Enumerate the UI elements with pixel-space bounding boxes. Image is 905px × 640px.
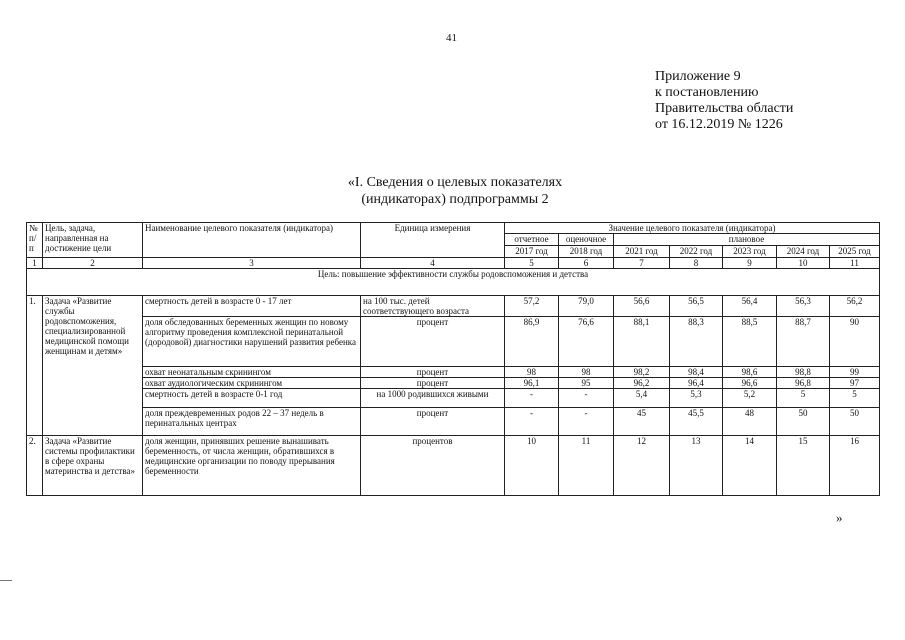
column-number: 6 xyxy=(559,258,614,269)
table-row xyxy=(27,378,880,389)
value-cell: - xyxy=(559,389,614,408)
value-cell: 56,6 xyxy=(614,296,670,317)
task-number: 1. xyxy=(27,296,43,436)
table-row xyxy=(27,317,880,367)
value-cell: 88,5 xyxy=(723,317,777,367)
task-text: Задача «Развитие системы профилактики в сфере охраны материнства и детства» xyxy=(43,436,143,496)
value-cell: 50 xyxy=(777,408,830,436)
section-title xyxy=(300,174,610,208)
value-cell: 56,3 xyxy=(777,296,830,317)
year-header: 2018 год xyxy=(559,246,614,258)
value-cell: 16 xyxy=(830,436,880,496)
unit: процент xyxy=(361,408,505,436)
value-cell: 12 xyxy=(614,436,670,496)
value-cell: 88,1 xyxy=(614,317,670,367)
value-cell: 5 xyxy=(830,389,880,408)
unit: процентов xyxy=(361,436,505,496)
appendix-block xyxy=(655,69,793,133)
value-cell: 96,2 xyxy=(614,378,670,389)
column-number: 8 xyxy=(670,258,723,269)
value-cell: 48 xyxy=(723,408,777,436)
value-cell: 98,8 xyxy=(777,367,830,378)
value-cell: 98,4 xyxy=(670,367,723,378)
value-cell: 86,9 xyxy=(505,317,559,367)
indicators-table xyxy=(26,222,880,496)
column-number: 4 xyxy=(361,258,505,269)
value-cell: 56,5 xyxy=(670,296,723,317)
indicator-name: смертность детей в возрасте 0 - 17 лет xyxy=(143,296,361,317)
table-row xyxy=(27,436,880,496)
page-number: 41 xyxy=(446,32,457,44)
goal-row xyxy=(27,269,880,296)
value-cell: 5,3 xyxy=(670,389,723,408)
indicator-name: охват неонатальным скринингом xyxy=(143,367,361,378)
value-cell: 90 xyxy=(830,317,880,367)
year-header: 2025 год xyxy=(830,246,880,258)
appendix-line: Приложение 9 xyxy=(655,69,741,84)
indicator-name: доля обследованных беременных женщин по новому алгоритму проведения комплексной перинатальной (дородовой) диагностики нарушений развития ребенка xyxy=(143,317,361,367)
value-cell: 76,6 xyxy=(559,317,614,367)
value-cell: 56,2 xyxy=(830,296,880,317)
column-number: 3 xyxy=(143,258,361,269)
value-cell: 98,2 xyxy=(614,367,670,378)
value-cell: 56,4 xyxy=(723,296,777,317)
year-header: 2021 год xyxy=(614,246,670,258)
indicator-name: доля женщин, принявших решение вынашивать беременность, от числа женщин, обратившихся в медицинские организации по поводу прерывания беременности xyxy=(143,436,361,496)
column-number: 10 xyxy=(777,258,830,269)
header-goal: Цель, задача, направленная на достижение цели xyxy=(43,223,143,258)
value-cell: 79,0 xyxy=(559,296,614,317)
header-value: Значение целевого показателя (индикатора) xyxy=(505,223,880,234)
unit: на 100 тыс. детей соответствующего возраста xyxy=(361,296,505,317)
header-unit: Единица измерения xyxy=(361,223,505,258)
value-cell: 11 xyxy=(559,436,614,496)
value-cell: 98,6 xyxy=(723,367,777,378)
table-row xyxy=(27,367,880,378)
header-num: № п/п xyxy=(27,223,43,258)
value-cell: 10 xyxy=(505,436,559,496)
value-cell: - xyxy=(559,408,614,436)
value-cell: 88,7 xyxy=(777,317,830,367)
column-number: 5 xyxy=(505,258,559,269)
value-cell: - xyxy=(505,408,559,436)
unit: процент xyxy=(361,378,505,389)
value-cell: 45,5 xyxy=(670,408,723,436)
unit: процент xyxy=(361,317,505,367)
value-cell: 98 xyxy=(559,367,614,378)
task-text: Задача «Развитие службы родовспоможения, специализированной медицинской помощи женщинам и детям» xyxy=(43,296,143,436)
year-header: 2022 год xyxy=(670,246,723,258)
appendix-line: к постановлению xyxy=(655,85,759,100)
value-cell: 96,1 xyxy=(505,378,559,389)
value-cell: 14 xyxy=(723,436,777,496)
value-cell: 5,4 xyxy=(614,389,670,408)
indicator-name: доля преждевременных родов 22 – 37 недель в перинатальных центрах xyxy=(143,408,361,436)
section-title-line: «I. Сведения о целевых показателях xyxy=(347,175,563,190)
value-cell: 13 xyxy=(670,436,723,496)
appendix-line: от 16.12.2019 № 1226 xyxy=(655,117,783,132)
table-row xyxy=(27,408,880,436)
column-number: 2 xyxy=(43,258,143,269)
value-cell: 96,6 xyxy=(723,378,777,389)
year-header: 2024 год xyxy=(777,246,830,258)
value-cell: 95 xyxy=(559,378,614,389)
header-actual: отчетное xyxy=(505,234,559,246)
column-number-row xyxy=(27,258,880,269)
section-title-line: (индикаторах) подпрограммы 2 xyxy=(361,192,549,207)
column-number: 7 xyxy=(614,258,670,269)
value-cell: 98 xyxy=(505,367,559,378)
value-cell: 5 xyxy=(777,389,830,408)
value-cell: 96,8 xyxy=(777,378,830,389)
value-cell: 5,2 xyxy=(723,389,777,408)
year-header: 2017 год xyxy=(505,246,559,258)
appendix-line: Правительства области xyxy=(655,101,794,116)
goal-text: Цель: повышение эффективности службы родовспоможения и детства xyxy=(27,269,880,296)
task-number: 2. xyxy=(27,436,43,496)
value-cell: 57,2 xyxy=(505,296,559,317)
header-estimate: оценочное xyxy=(559,234,614,246)
table-row xyxy=(27,389,880,408)
value-cell: 50 xyxy=(830,408,880,436)
value-cell: 88,3 xyxy=(670,317,723,367)
header-indicator: Наименование целевого показателя (индикатора) xyxy=(143,223,361,258)
indicator-name: охват аудиологическим скринингом xyxy=(143,378,361,389)
table-row xyxy=(27,296,880,317)
value-cell: 97 xyxy=(830,378,880,389)
value-cell: - xyxy=(505,389,559,408)
column-number: 9 xyxy=(723,258,777,269)
scan-mark xyxy=(0,580,12,581)
unit: процент xyxy=(361,367,505,378)
header-row xyxy=(27,223,880,234)
column-number: 11 xyxy=(830,258,880,269)
value-cell: 96,4 xyxy=(670,378,723,389)
indicator-name: смертность детей в возрасте 0-1 год xyxy=(143,389,361,408)
value-cell: 99 xyxy=(830,367,880,378)
header-planned: плановое xyxy=(614,234,880,246)
unit: на 1000 родившихся живыми xyxy=(361,389,505,408)
value-cell: 15 xyxy=(777,436,830,496)
year-header: 2023 год xyxy=(723,246,777,258)
closing-quote: » xyxy=(836,510,843,525)
value-cell: 45 xyxy=(614,408,670,436)
column-number: 1 xyxy=(27,258,43,269)
